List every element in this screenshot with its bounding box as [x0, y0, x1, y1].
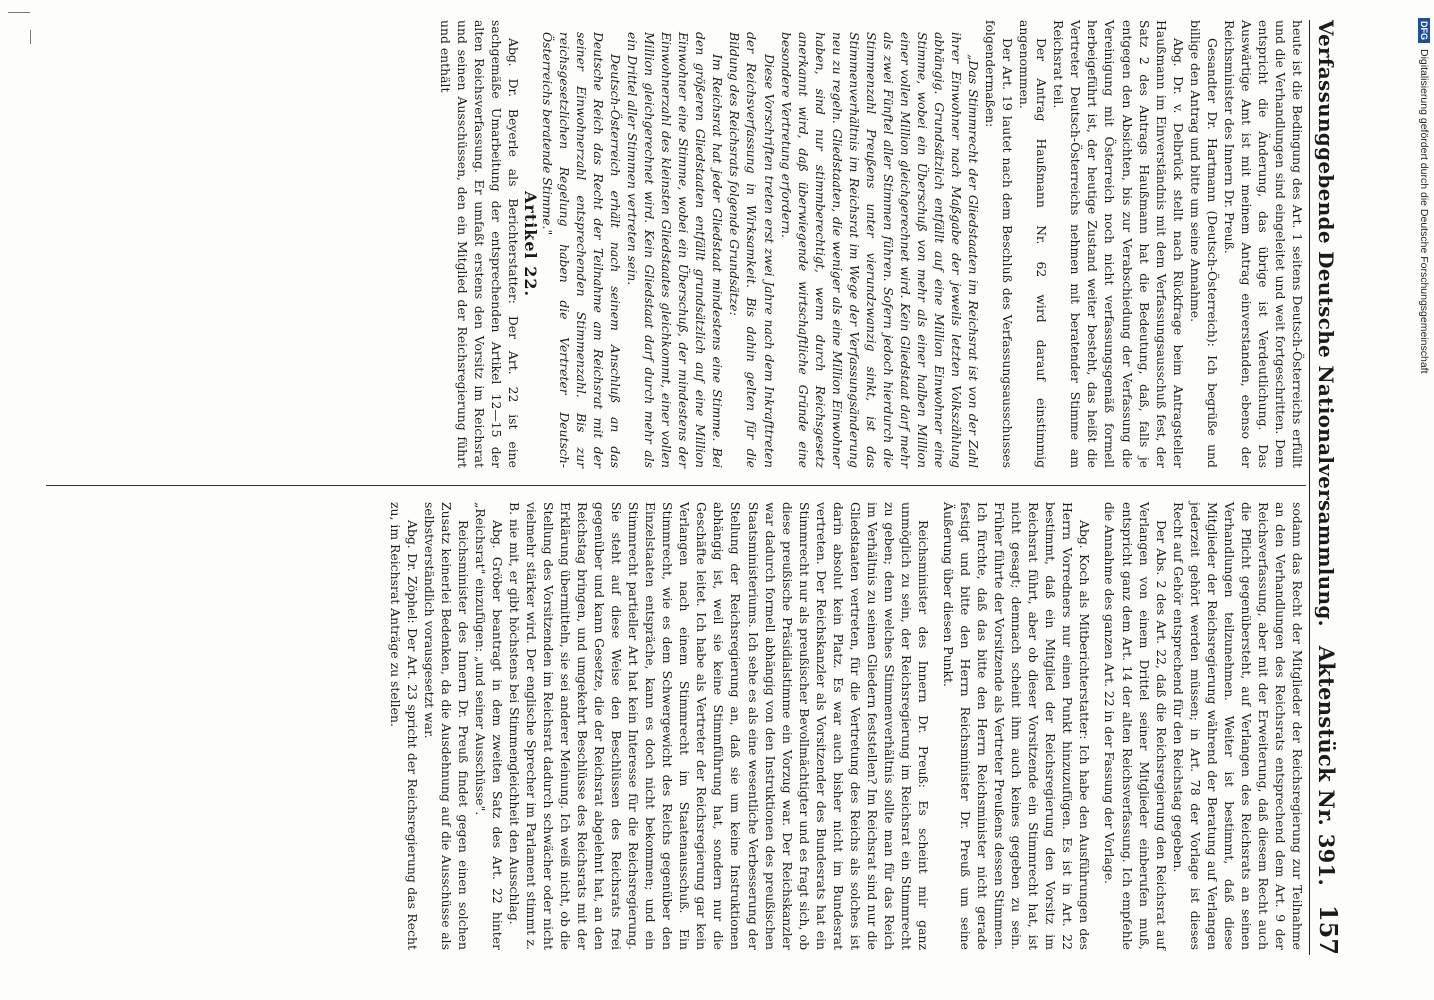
- document-page: [24, 20, 1354, 955]
- paragraph: Abg. Gröber beantragt in dem zweiten Satz des Art. 22 hinter „Reichsrat" einzufügen: „und seiner Ausschüsse".: [472, 502, 505, 950]
- right-column: [387, 502, 1306, 950]
- dfg-logo: DFG: [1418, 18, 1430, 43]
- page-header: [1309, 20, 1354, 955]
- paragraph: Der Art. 19 lautet nach dem Beschluß des Verfassungsausschusses folgendermaßen:: [983, 20, 1016, 468]
- paragraph: Abg. Koch als Mitberichterstatter: Ich habe den Ausführungen des Herrn Vorredners nur einen Punkt hinzuzufügen. Es ist in Art. 22 bestimmt, daß ein Mitglied der Reichsregierung den Vorsitz im Reichsrat führt, aber ob dieser Vorsitzende ein Stimmrecht hat, ist nicht gesagt; demnach scheint ihm auch keines gegeben zu sein. Früher führte der Vorsitzende als Vertreter Preußens dessen Stimmen. Ich fürchte, daß das bitte den Herrn Reichsminister nicht gerade festigt und bitte den Herrn Reichsminister Dr. Preuß um seine Äußerung über diesen Punkt.: [941, 502, 1093, 950]
- running-title: Verfassunggebende Deutsche Nationalversammlung.: [1314, 20, 1338, 627]
- left-column: [437, 20, 1306, 468]
- quoted-article-text: Im Reichsrat hat jeder Gliedstaat mindestens eine Stimme. Bei den größeren Gliedstaaten entfällt grundsätzlich auf eine Million Einwohner eine Stimme, wobei ein Überschuß, der mindestens der Einwohnerzahl des kleinsten Gliedstaates gleichkommt, einer vollen Million gleichgerechnet wird. Kein Gliedstaat darf durch mehr als ein Drittel aller Stimmen vertreten sein.: [625, 32, 726, 468]
- section-heading: Artikel 22.: [520, 190, 540, 298]
- quoted-article-text: „Das Stimmrecht der Gliedstaaten im Reichsrat ist von der Zahl ihrer Einwohner nach Maßgabe der jeweils letzten Volkszählung abhängig. Grundsätzlich entfällt auf eine Million Einwohner eine Stimme, wobei ein Überschuß von mehr als einer halben Million einer vollen Million gleichgerechnet wird. Kein Gliedstaat darf mehr als zwei Fünftel aller Stimmen führen. Sofern jedoch hierdurch die Stimmenzahl Preußens unter vierundzwanzig sinkt, ist das Stimmenverhältnis im Reichsrat im Wege der Verfassungsänderung neu zu regeln. Gliedstaaten, die weniger als eine Million Einwohner haben, sind nur stimmberechtigt, wenn durch Reichsgesetz anerkannt wird, daß überwiegende wirtschaftliche Gründe eine besondere Vertretung erfordern.: [778, 32, 982, 468]
- paragraph: Reichsminister des Innern Dr. Preuß findet gegen einen solchen Zusatz keinerlei Bedenken, da die Ausdehnung auf die Ausschüsse als selbstverständlich vorausgesetzt war.: [421, 502, 471, 950]
- paragraph: Reichsminister des Innern Dr. Preuß: Es scheint mir ganz unmöglich zu sein, der Reichsregierung im Reichsrat ein Stimmrecht zu geben; denn welches Stimmenverhältnis sollte man für das Reich im Verhältnis zu seinen Gliedern feststellen? Im Reichsrat sind nur die Gliedstaaten vertreten, für die Vertretung des Reichs als solches ist darin absolut kein Platz. Es war auch bisher nicht im Bundesrat vertreten. Der Reichskanzler als Vorsitzender des Bundesrats hat ein Stimmrecht nur als preußischer Bevollmächtigter und es fragt sich, ob diese preußische Präsidialstimme ein Vorzug war. Der Reichskanzler war dadurch formell abhängig von den Instruktionen des preußischen Staatsministeriums. Ich sehe es als eine wesentliche Verbesserung der Stellung der Reichsregierung an, daß sie um keine Instruktionen abhängig ist, weil sie keine Stimmführung hat, sondern nur die Geschäfte leitet. Ich habe als Vertreter der Reichsregierung gar kein Verlangen nach einem Stimmrecht im Staatenausschuß. Ein Stimmrecht, wie es dem Schwergewicht des Reichs gegenüber den Einzelstaaten entspräche, kann es doch nicht bekommen; und ein Stimmrecht partieller Art hat kein Interesse für die Reichsregierung. Sie steht auf diese Weise den Beschlüssen des Reichsrats frei gegenüber und kann Gesetze, die der Reichsrat abgelehnt hat, an den Reichstag bringen, und umgekehrt Beschlüsse des Reichsrats mit der Erklärung übermitteln, sie sei anderer Meinung. Ich weiß nicht, ob die Stellung des Vorsitzenden im Reichsrat dadurch schwächer oder nicht vielmehr stärker wird. Der englische Sprecher im Parlament stimmt z. B. nie mit, er gibt höchstens bei Stimmengleichheit den Ausschlag.: [506, 502, 932, 950]
- paragraph: heute ist die Bedingung des Art. 1 seitens Deutsch-Österreichs erfüllt und die Verhandlungen sind eingeleitet und weit fortgeschritten. Dem entspricht die Änderung, das übrige ist Verdeutlichung. Das Auswärtige Amt ist mit meinem Antrag einverstanden, ebenso der Reichsminister des Innern Dr. Preuß.: [1221, 20, 1305, 468]
- quoted-article-text: Deutsch-Österreich erhält nach seinem Anschluß an das Deutsche Reich das Recht der Teilnahme am Reichsrat mit der seiner Einwohnerzahl entsprechenden Stimmenzahl. Bis zur reichsgesetzlichen Regelung haben die Vertreter Deutsch-Österreichs beratende Stimme.": [539, 32, 624, 468]
- paragraph: sodann das Recht der Mitglieder der Reichsregierung zur Teilnahme an den Verhandlungen des Reichsrats entsprechend dem Art. 9 der Reichsverfassung, aber mit der Erweiterung, daß diesem Recht auch die Pflicht gegenübersteht, auf Verlangen des Reichsrats an seinen Verhandlungen teilzunehmen. Weiter ist bestimmt, daß diese Mitglieder der Reichsregierung während der Beratung auf Verlangen jederzeit gehört werden müssen; in Art. 78 der Vorlage ist dieses Recht auf Gehör entsprechend für den Reichstag gegeben.: [1170, 502, 1305, 950]
- credit-text: Digitalisierung gefördert durch die Deutsche Forschungsgemeinschaft: [1418, 49, 1430, 374]
- column-divider: [46, 485, 1306, 486]
- quoted-article-text: Diese Vorschriften treten erst zwei Jahre nach dem Inkrafttreten der Reichsverfassung in Wirksamkeit. Bis dahin gelten für die Bildung des Reichsrats folgende Grundsätze:: [727, 32, 777, 468]
- digitization-credit: [1417, 18, 1431, 708]
- page-number: 157: [1314, 904, 1343, 955]
- scan-mark: [30, 30, 31, 44]
- scan-mark: [8, 12, 30, 13]
- paragraph: Der Abs. 2 des Art. 22, daß die Reichsregierung den Reichsrat auf Verlangen von einem Drittel seiner Mitglieder einberufen muß, entspricht ganz dem Art. 14 der alten Reichsverfassung. Ich empfehle die Annahme des ganzen Art. 22 in der Fassung der Vorlage.: [1102, 502, 1169, 950]
- document-number: Aktenstück Nr. 391.: [1314, 645, 1339, 887]
- paragraph: Gesandter Dr. Hartmann (Deutsch-Österreich): Ich begrüße und billige den Antrag und bitte um seine Annahme.: [1187, 20, 1220, 468]
- paragraph: Abg. Dr. v. Delbrück stellt nach Rückfrage beim Antragsteller Haußmann im Einverständnis mit dem Verfassungsausschuß fest, der Satz 2 des Antrags Haußmann hat die Bedeutung, daß, falls je entgegen den Absichten, bis zur Verabschiedung der Verfassung die Vereinigung mit Österreich noch nicht verfassungsgemäß formell herbeigeführt ist, der heutige Zustand weiter besteht, das heißt die Vertreter Deutsch-Österreichs nehmen mit beratender Stimme am Reichsrat teil.: [1051, 20, 1186, 468]
- paragraph: Der Antrag Haußmann Nr. 62 wird darauf einstimmig angenommen.: [1017, 20, 1050, 468]
- paragraph: Abg. Dr. Zöphel: Der Art. 23 spricht der Reichsregierung das Recht zu, im Reichsrat Anträge zu stellen.: [387, 502, 420, 950]
- paragraph: Abg. Dr. Beyerle als Berichterstatter: Der Art. 22 ist eine sachgemäße Umarbeitung der entsprechenden Artikel 12—15 der alten Reichsverfassung. Er umfaßt erstens den Vorsitz im Reichsrat und seinen Ausschüssen, den ein Mitglied der Reichsregierung führt und enthält: [437, 20, 521, 468]
